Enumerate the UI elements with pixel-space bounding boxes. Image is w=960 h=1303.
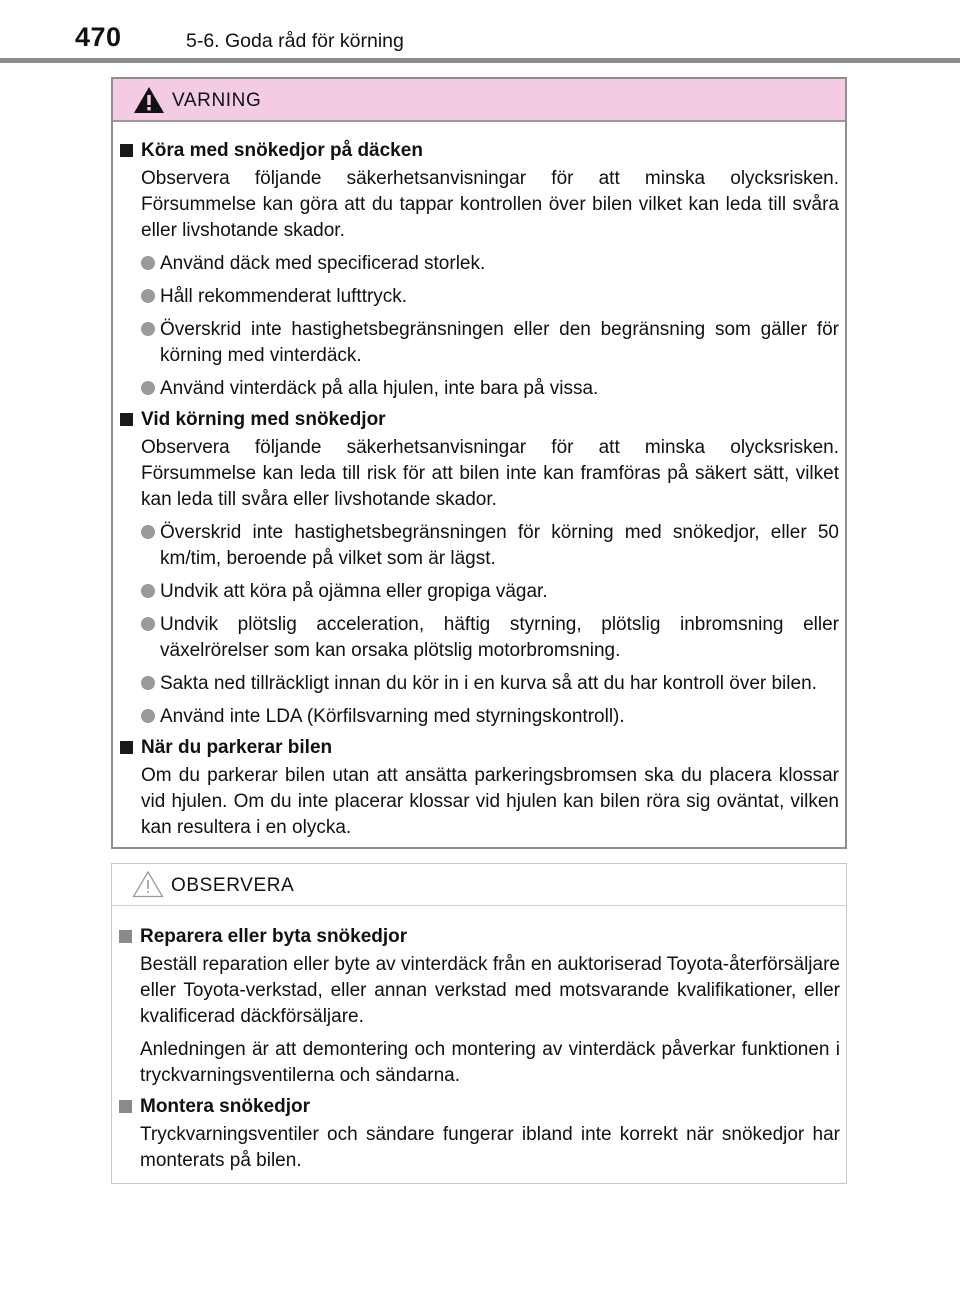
section-title: När du parkerar bilen [119,735,839,761]
list-item: Använd däck med specificerad storlek. [119,251,839,277]
notice-content [118,919,840,1174]
page-number: 470 [75,22,122,52]
notice-header [112,864,846,906]
section-text: Observera följande säkerhetsanvisningar för att minska olycksrisken. Försummelse kan leda till risk för att bilen inte kan framföras på säkert sätt, vilket kan leda till svåra eller livshotande skador. [141,437,839,510]
notice-box [111,863,847,1184]
section-title: Montera snökedjor [118,1094,840,1120]
square-bullet-icon [120,144,133,157]
section-text: Observera följande säkerhetsanvisningar för att minska olycksrisken. Försummelse kan göra att du tappar kontrollen över bilen vilket kan leda till svåra eller livshotande skador. [141,168,839,241]
round-bullet-icon [141,525,155,539]
warning-box [111,77,847,849]
square-bullet-icon [119,1100,132,1113]
round-bullet-icon [141,584,155,598]
round-bullet-icon [141,289,155,303]
chapter-title: 5-6. Goda råd för körning [186,30,404,52]
square-bullet-icon [119,930,132,943]
section-title: Köra med snökedjor på däcken [119,138,839,164]
round-bullet-icon [141,381,155,395]
list-item: Undvik plötslig acceleration, häftig styrning, plötslig inbromsning eller växelrörelser som kan orsaka plötslig motorbromsning. [119,612,839,664]
section-text: Tryckvarningsventiler och sändare fungerar ibland inte korrekt när snökedjor har monterats på bilen. [140,1124,840,1171]
square-bullet-icon [120,741,133,754]
square-bullet-icon [120,413,133,426]
round-bullet-icon [141,709,155,723]
warning-triangle-icon [133,86,165,114]
warning-title: VARNING [172,90,262,111]
round-bullet-icon [141,256,155,270]
list-item: Undvik att köra på ojämna eller gropiga vägar. [119,579,839,605]
list-item: Använd vinterdäck på alla hjulen, inte bara på vissa. [119,376,839,402]
round-bullet-icon [141,617,155,631]
list-item: Håll rekommenderat lufttryck. [119,284,839,310]
caution-triangle-icon [132,870,164,898]
warning-content [119,133,839,841]
list-item: Sakta ned tillräckligt innan du kör in i en kurva så att du har kontroll över bilen. [119,671,839,697]
notice-title: OBSERVERA [171,875,295,896]
header-rule [0,58,960,63]
section-title: Reparera eller byta snökedjor [118,924,840,950]
list-item: Överskrid inte hastighetsbegränsningen för körning med snökedjor, eller 50 km/tim, beroende på vilket som är lägst. [119,520,839,572]
section-text: Anledningen är att demontering och montering av vinterdäck påverkar funktionen i tryckvarningsventilerna och sändarna. [140,1039,840,1086]
round-bullet-icon [141,322,155,336]
list-item: Överskrid inte hastighetsbegränsningen eller den begränsning som gäller för körning med vinterdäck. [119,317,839,369]
section-title: Vid körning med snökedjor [119,407,839,433]
section-text: Om du parkerar bilen utan att ansätta parkeringsbromsen ska du placera klossar vid hjulen. Om du inte placerar klossar vid hjulen kan bilen röra sig oväntat, vilken kan resultera i en olycka. [141,765,839,838]
round-bullet-icon [141,676,155,690]
warning-header [113,79,845,122]
section-text: Beställ reparation eller byte av vinterdäck från en auktoriserad Toyota-återförsäljare eller Toyota-verkstad, eller annan verkstad med motsvarande kvalifikationer, eller kvalificerad däckförsäljare. [140,954,840,1027]
list-item: Använd inte LDA (Körfilsvarning med styrningskontroll). [119,704,839,730]
